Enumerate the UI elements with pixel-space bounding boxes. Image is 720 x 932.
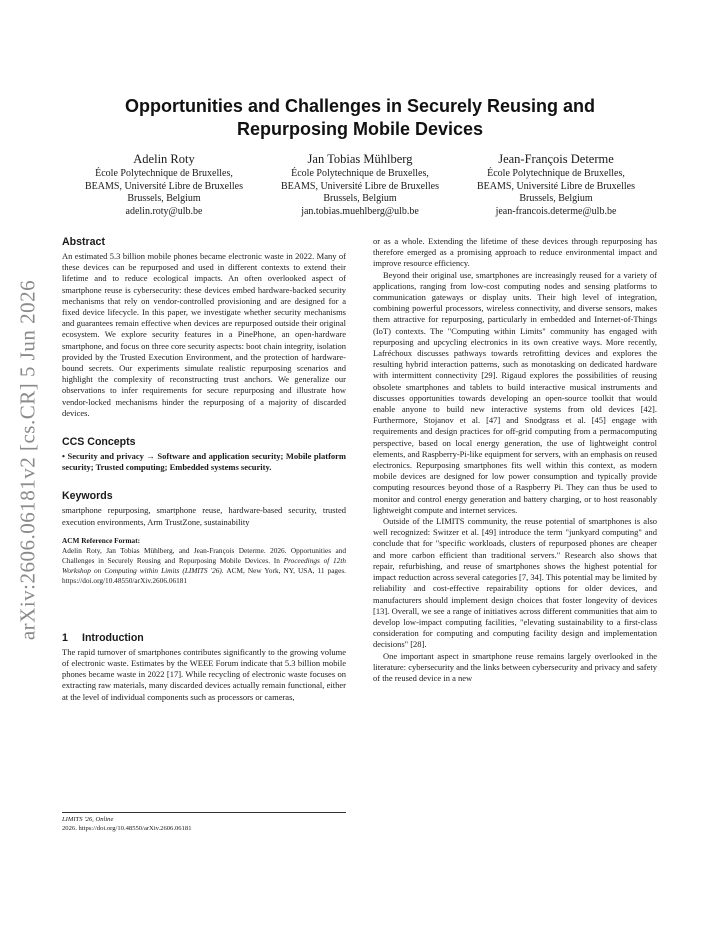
arxiv-identifier[interactable]: arXiv:2606.06181v2 [cs.CR] 5 Jun 2026 (15, 279, 40, 641)
author-location: Brussels, Belgium (519, 193, 593, 205)
abstract-text: An estimated 5.3 billion mobile phones became electronic waste in 2022. Many of these devices can be repurposed and used in different contexts to extend their lifetime and to reduce ecological impacts. An often overlooked aspect of smartphone reuse is cybersecurity: these devices embed hardware-backed security mechanisms that rely on vendor-controlled provisioning and are designed for a fixed device lifecycle. In this paper, we investigate whether security mechanisms and guarantees remain effective when devices are repurposed outside their original ecosystem. We explore security features in a PinePhone, an open-hardware smartphone, and focus on three core security aspects: boot chain integrity, isolation provided by the Trusted Execution Environment, and the protection of hardware-bound secrets. Our experiments simulate realistic repurposing scenarios and highlight the complexity of reconstructing trust anchors. We generalize our observations to infer requirements for secure repurposing and illustrate how vendor-locked mechanisms hinder the repurposing of a majority of discarded devices. (62, 251, 346, 418)
body-paragraph: or as a whole. Extending the lifetime of these devices through repurposing has therefore emerged as a promising approach to reduce environmental impact and improve resource efficiency. (373, 236, 657, 269)
author-name: Adelin Roty (133, 152, 195, 166)
author-3 (458, 152, 654, 218)
author-affiliation: École Polytechnique de Bruxelles, (291, 168, 429, 179)
introduction-paragraph: The rapid turnover of smartphones contributes significantly to the growing volume of electronic waste. Estimates by the WEEE Forum indicate that 5.3 billion mobile phones became waste in 2022 [17]. While recycling of electronic waste focuses on extracting raw materials, many discarded devices actually remain functional, either at the level of individual components such as processors or cameras, (62, 646, 346, 702)
section-title: Introduction (82, 631, 144, 644)
acm-reference-authors: Adelin Roty, Jan Tobias Mühlberg, and Jean-François Determe. 2026. Opportunities and Challenges in Securely Reusing and Repurposing Mobile Devices. In (62, 545, 346, 565)
author-affiliation: École Polytechnique de Bruxelles, (95, 168, 233, 179)
body-paragraph: Outside of the LIMITS community, the reuse potential of smartphones is also well recognized: Switzer et al. [49] introduce the term "junkyard computing" and conclude that for "specific workloads, clusters of repurposed phones are cheaper and more carbon efficient than traditional servers." Research also shows that repair, refurbishing, and reuse of smartphones shows the highest potential for impact reduction across several categories [7, 34]. This potential may be limited by reliability and cost-effective repairability options for older devices, and manufacturers should implement design choices that foster longevity of devices [13]. Overall, we see a range of initiatives across different communities that aim to develop low-impact computing facilities, "elevating sustainability to a first-class consideration for computing and computing facility design and implementation decisions" [28]. (373, 516, 657, 650)
ccs-heading: CCS Concepts (62, 436, 136, 449)
body-paragraph: One important aspect in smartphone reuse remains largely overlooked in the literature: cybersecurity and the links between cybersecurity and privacy and safety of the reused device in a new (373, 650, 657, 683)
section-number: 1 (62, 631, 68, 644)
acm-reference-publisher: ACM, New York, NY, USA, 11 pages. https://doi.org/10.48550/arXiv.2606.06181 (62, 565, 346, 585)
arxiv-watermark (6, 250, 50, 670)
author-affiliation: BEAMS, Université Libre de Bruxelles (476, 180, 636, 192)
author-1 (66, 152, 262, 218)
keywords-text: smartphone repurposing, smartphone reuse, hardware-based security, trusted execution environments, Arm TrustZone, sustainability (62, 505, 346, 527)
author-name: Jan Tobias Mühlberg (307, 152, 413, 166)
acm-reference-venue: Proceedings of 12th Workshop on Computing within Limits (LIMITS '26). (62, 555, 346, 575)
acm-reference-heading: ACM Reference Format: (62, 535, 141, 545)
left-column (62, 236, 346, 703)
footnote-doi[interactable]: 2026. https://doi.org/10.48550/arXiv.2606.06181 (62, 825, 192, 832)
author-affiliation: École Polytechnique de Bruxelles, (487, 168, 625, 179)
paper-title: Opportunities and Challenges in Securely Reusing and Repurposing Mobile Devices (124, 96, 596, 139)
ccs-concepts-text: • Security and privacy → Software and application security; Mobile platform security; Trusted computing; Embedded systems security. (62, 451, 346, 473)
footnote-rule (62, 812, 346, 813)
author-block (66, 152, 654, 218)
footnote-venue: LIMITS '26, Online (62, 816, 114, 823)
acm-reference-text (62, 546, 346, 586)
author-email[interactable]: jan.tobias.muehlberg@ulb.be (301, 205, 419, 217)
author-location: Brussels, Belgium (323, 193, 397, 205)
footnote (62, 812, 346, 833)
abstract-heading: Abstract (62, 236, 105, 248)
author-2 (262, 152, 458, 218)
introduction-heading (62, 632, 346, 645)
body-paragraph: Beyond their original use, smartphones are increasingly reused for a variety of applications, ranging from low-cost computing nodes and sensing platforms to communication gateways or display units. Their high level of integration, combining powerful processors, wireless connectivity, and diverse sensors, makes them attractive for repurposing, particularly in embedded and Internet-of-Things (IoT) contexts. The "Computing within Limits" community has engaged with repurposing and upcycling electronics in its own creative ways. More recently, Lafréchoux discusses pathways towards retrofitting devices and explores the resulting hybrid interaction patterns, such as monotasking on dedicated hardware with intermittent connectivity [29]. Rigaud explores the possibilities of reusing obsolete smartphones and tablets to build interactive musical instruments and discusses opportunities towards developing an open-source toolkit that would enable anyone to build new interactive systems from old devices [42]. Furthermore, Stojanov et al. [47] and Snodgrass et al. [45] engage with requirements and design practices for off-grid computing from a permacomputing perspective, based on local energy generation, the use of lightweight control elements, and Raspberry-Pi-like equipment for servers, with an emphasis on reused electronics. Repurposing smartphones fits well within this context, as modern mobile devices are designed for low power consumption and typically provide computing resources beyond those of a Raspberry Pi. They can thus be used to monitor and control energy generation and battery charging, or to host reasonably lightweight compute and internet services. (373, 269, 657, 515)
author-affiliation: BEAMS, Université Libre de Bruxelles (84, 180, 244, 192)
author-name: Jean-François Determe (498, 152, 614, 166)
author-location: Brussels, Belgium (127, 193, 201, 205)
author-email[interactable]: jean-francois.determe@ulb.be (495, 205, 617, 217)
author-email[interactable]: adelin.roty@ulb.be (125, 205, 203, 217)
author-affiliation: BEAMS, Université Libre de Bruxelles (280, 180, 440, 192)
keywords-heading: Keywords (62, 490, 113, 503)
right-column (373, 236, 657, 684)
